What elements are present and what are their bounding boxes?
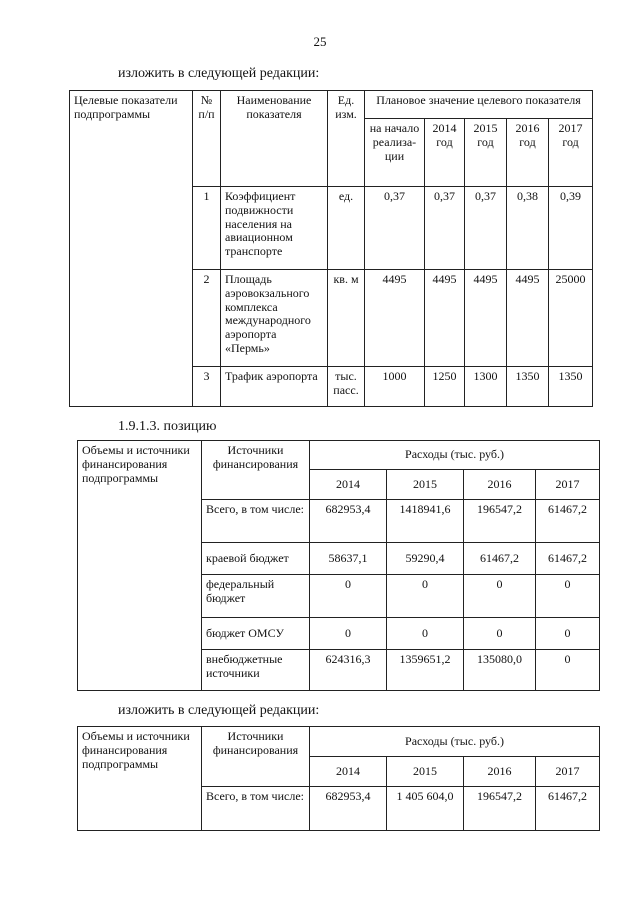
cell-value: 196547,2 bbox=[464, 787, 536, 831]
year-2017: 2017 bbox=[536, 757, 600, 787]
subheader-2017: 2017 год bbox=[549, 119, 593, 187]
source-label: внебюджетные источники bbox=[202, 650, 310, 691]
row-value: 1300 bbox=[465, 367, 507, 407]
year-2016: 2016 bbox=[464, 757, 536, 787]
volumes-header: Объемы и источники финансирования подпрограммы bbox=[78, 727, 202, 831]
subheader-start: на начало реализа-ции bbox=[365, 119, 425, 187]
row-value: 4495 bbox=[365, 270, 425, 367]
subheader-2016: 2016 год bbox=[507, 119, 549, 187]
target-indicators-table bbox=[69, 90, 593, 407]
year-2017: 2017 bbox=[536, 470, 600, 500]
row-name: Площадь аэровокзального комплекса международного аэропорта «Пермь» bbox=[221, 270, 328, 367]
name-header: Наименование показателя bbox=[221, 91, 328, 187]
intro-text-2: изложить в следующей редакции: bbox=[118, 703, 320, 718]
row-name: Коэффициент подвижности населения на авиационном транспорте bbox=[221, 187, 328, 270]
cell-value: 1418941,6 bbox=[387, 500, 464, 543]
plan-header: Плановое значение целевого показателя bbox=[365, 91, 593, 119]
source-label: краевой бюджет bbox=[202, 543, 310, 575]
cell-value: 0 bbox=[536, 575, 600, 618]
source-label: федеральный бюджет bbox=[202, 575, 310, 618]
row-unit: кв. м bbox=[328, 270, 365, 367]
expenses-header: Расходы (тыс. руб.) bbox=[310, 441, 600, 470]
num-header: № п/п bbox=[193, 91, 221, 187]
row-value: 1250 bbox=[425, 367, 465, 407]
year-2015: 2015 bbox=[387, 470, 464, 500]
source-label: Всего, в том числе: bbox=[202, 787, 310, 831]
page-number: 25 bbox=[313, 34, 327, 49]
row-unit: ед. bbox=[328, 187, 365, 270]
targets-header: Целевые показатели подпрограммы bbox=[70, 91, 193, 407]
row-num: 3 bbox=[193, 367, 221, 407]
year-2016: 2016 bbox=[464, 470, 536, 500]
expenses-header: Расходы (тыс. руб.) bbox=[310, 727, 600, 757]
row-value: 0,38 bbox=[507, 187, 549, 270]
cell-value: 0 bbox=[387, 618, 464, 650]
cell-value: 196547,2 bbox=[464, 500, 536, 543]
intro-text-1: изложить в следующей редакции: bbox=[118, 66, 320, 81]
row-num: 1 bbox=[193, 187, 221, 270]
cell-value: 59290,4 bbox=[387, 543, 464, 575]
row-value: 0,37 bbox=[465, 187, 507, 270]
cell-value: 682953,4 bbox=[310, 500, 387, 543]
source-label: бюджет ОМСУ bbox=[202, 618, 310, 650]
cell-value: 624316,3 bbox=[310, 650, 387, 691]
volumes-header: Объемы и источники финансирования подпрограммы bbox=[78, 441, 202, 691]
year-2014: 2014 bbox=[310, 757, 387, 787]
cell-value: 1359651,2 bbox=[387, 650, 464, 691]
cell-value: 0 bbox=[387, 575, 464, 618]
cell-value: 61467,2 bbox=[536, 787, 600, 831]
row-value: 4495 bbox=[465, 270, 507, 367]
sources-header: Источники финансирования bbox=[202, 727, 310, 787]
section-label: 1.9.1.3. позицию bbox=[118, 419, 217, 434]
subheader-2015: 2015 год bbox=[465, 119, 507, 187]
cell-value: 61467,2 bbox=[464, 543, 536, 575]
cell-value: 1 405 604,0 bbox=[387, 787, 464, 831]
unit-header: Ед. изм. bbox=[328, 91, 365, 187]
subheader-2014: 2014 год bbox=[425, 119, 465, 187]
row-value: 1350 bbox=[549, 367, 593, 407]
cell-value: 0 bbox=[536, 618, 600, 650]
year-2014: 2014 bbox=[310, 470, 387, 500]
cell-value: 61467,2 bbox=[536, 500, 600, 543]
cell-value: 682953,4 bbox=[310, 787, 387, 831]
year-2015: 2015 bbox=[387, 757, 464, 787]
row-value: 4495 bbox=[507, 270, 549, 367]
row-value: 0,37 bbox=[425, 187, 465, 270]
sources-header: Источники финансирования bbox=[202, 441, 310, 500]
row-value: 25000 bbox=[549, 270, 593, 367]
cell-value: 0 bbox=[310, 618, 387, 650]
source-label: Всего, в том числе: bbox=[202, 500, 310, 543]
cell-value: 0 bbox=[464, 575, 536, 618]
row-unit: тыс. пасс. bbox=[328, 367, 365, 407]
row-value: 4495 bbox=[425, 270, 465, 367]
row-value: 0,37 bbox=[365, 187, 425, 270]
cell-value: 0 bbox=[536, 650, 600, 691]
cell-value: 135080,0 bbox=[464, 650, 536, 691]
cell-value: 58637,1 bbox=[310, 543, 387, 575]
row-value: 1350 bbox=[507, 367, 549, 407]
row-name: Трафик аэропорта bbox=[221, 367, 328, 407]
cell-value: 0 bbox=[464, 618, 536, 650]
cell-value: 61467,2 bbox=[536, 543, 600, 575]
row-num: 2 bbox=[193, 270, 221, 367]
financing-table-current bbox=[77, 440, 600, 691]
row-value: 1000 bbox=[365, 367, 425, 407]
row-value: 0,39 bbox=[549, 187, 593, 270]
cell-value: 0 bbox=[310, 575, 387, 618]
financing-table-new bbox=[77, 726, 600, 831]
